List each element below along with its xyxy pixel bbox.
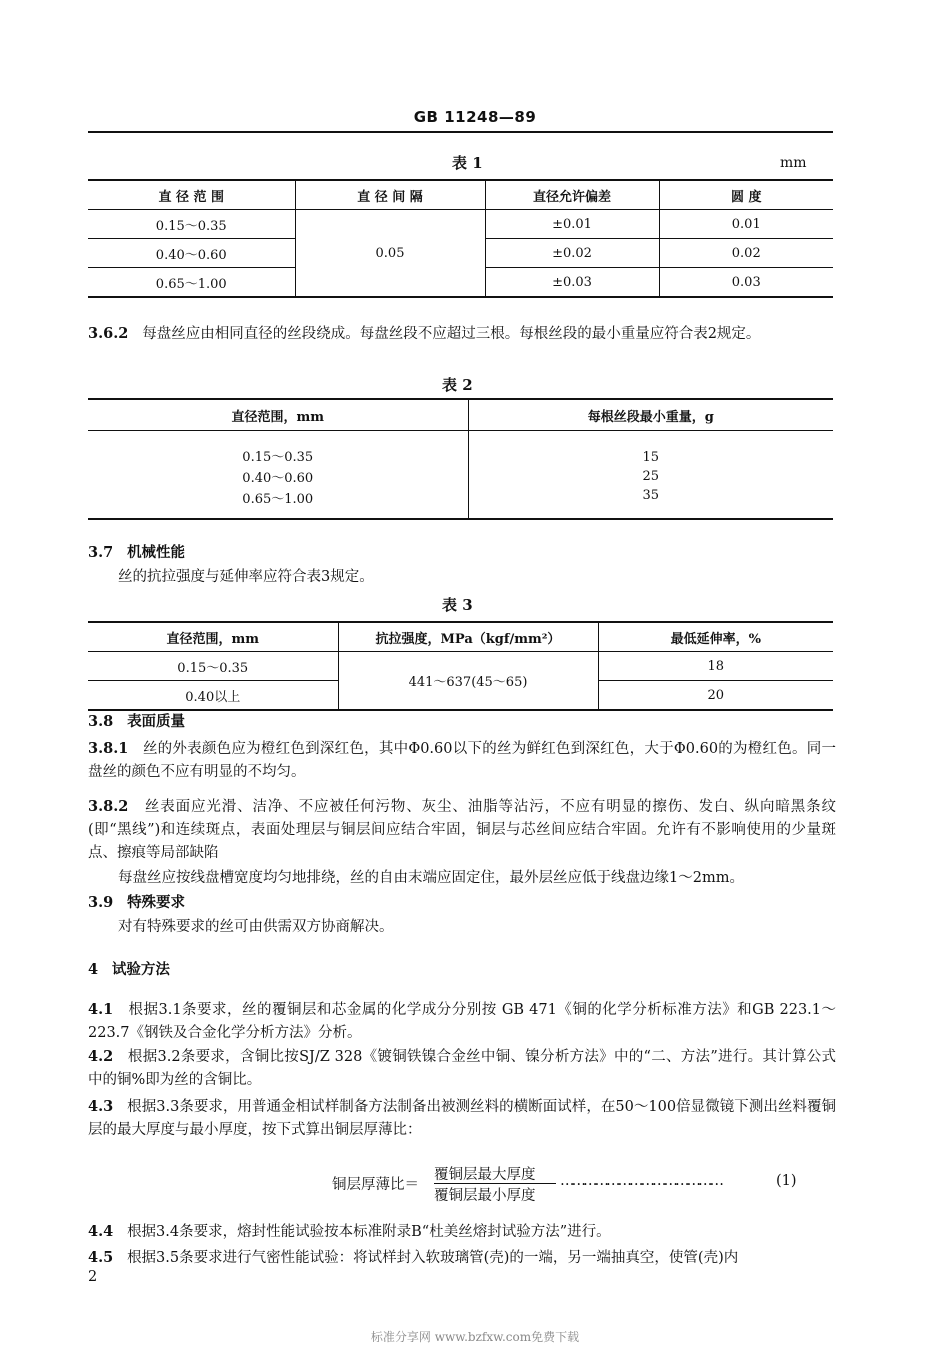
table2-cell: 0.65～1.00 <box>88 488 468 519</box>
section-number: 4 <box>88 961 99 978</box>
table1-header: 直 径 范 围 <box>88 180 295 210</box>
formula-dots: …………………………………… <box>560 1173 721 1189</box>
table3-caption: 表 3 <box>442 596 473 614</box>
table1-interval-cell: 0.05 <box>295 210 485 298</box>
table2-caption: 表 2 <box>442 376 473 394</box>
table3-cell: 0.15～0.35 <box>88 652 338 681</box>
table1-cell: 0.01 <box>659 210 833 239</box>
section-number: 4.4 <box>88 1223 114 1240</box>
section-number: 3.8.2 <box>88 798 129 815</box>
table3-cell: 20 <box>598 681 833 711</box>
section-text: 丝的外表颜色应为橙红色到深红色，其中Φ0.60以下的丝为鲜红色到深红色，大于Φ0.60的为橙红色。同一盘丝的颜色不应有明显的不均匀。 <box>88 741 837 780</box>
formula-denominator: 覆铜层最小厚度 <box>434 1188 536 1204</box>
section-number: 4.2 <box>88 1048 114 1065</box>
table2-cell: 0.40～0.60 <box>88 465 468 488</box>
table1-header: 直 径 间 隔 <box>295 180 485 210</box>
table3-strength-cell: 441～637(45～65) <box>338 652 598 711</box>
section-3-6-2 <box>88 322 836 346</box>
footer-watermark: 标准分享网 www.bzfxw.com免费下载 <box>370 1330 580 1344</box>
table3-cell: 0.40以上 <box>88 681 338 711</box>
section-3-8-2 <box>88 795 836 865</box>
table1 <box>88 179 833 298</box>
table1-cell: 0.03 <box>659 268 833 298</box>
section-title: 机械性能 <box>127 544 186 561</box>
table2 <box>88 398 833 520</box>
table2-cell: 15 <box>468 431 833 466</box>
table-row <box>88 210 833 239</box>
table2-cell: 35 <box>468 488 833 519</box>
section-number: 3.6.2 <box>88 325 129 342</box>
table1-cell: ±0.03 <box>485 268 659 298</box>
section-number: 3.8 <box>88 713 114 730</box>
table1-header: 圆 度 <box>659 180 833 210</box>
section-3-8-2-text2: 每盘丝应按线盘槽宽度均匀地排绕，丝的自由末端应固定住，最外层丝应低于线盘边缘1～2mm。 <box>118 870 744 886</box>
section-4-1 <box>88 998 836 1045</box>
table1-cell: 0.02 <box>659 239 833 268</box>
section-number: 4.1 <box>88 1001 114 1018</box>
standard-header: GB 11248—89 <box>413 108 537 126</box>
section-number: 4.5 <box>88 1249 114 1266</box>
section-text: 根据3.1条要求，丝的覆铜层和芯金属的化学成分分别按 GB 471《铜的化学分析标准方法》和GB 223.1～223.7《钢铁及合金化学分析方法》分析。 <box>88 1002 836 1041</box>
table1-cell: 0.65～1.00 <box>88 268 295 298</box>
section-number: 4.3 <box>88 1098 114 1115</box>
table-row <box>88 465 833 488</box>
section-3-8-1 <box>88 737 836 784</box>
table1-unit: mm <box>780 155 807 171</box>
section-text: 丝表面应光滑、洁净、不应被任何污物、灰尘、油脂等沾污，不应有明显的擦伤、发白、纵向暗黑条纹(即“黑线”)和连续斑点，表面处理层与铜层间应结合牢固，铜层与芯丝间应结合牢固。允许有不影响使用的少量斑点、擦痕等局部缺陷 <box>88 799 837 861</box>
page-number: 2 <box>88 1269 98 1285</box>
section-4-3 <box>88 1095 836 1142</box>
table-row <box>88 431 833 466</box>
section-4-2 <box>88 1045 836 1092</box>
section-number: 3.9 <box>88 894 114 911</box>
section-3-7-heading <box>88 541 185 565</box>
section-number: 3.8.1 <box>88 740 129 757</box>
section-text: 根据3.5条要求进行气密性能试验：将试样封入软玻璃管(壳)的一端，另一端抽真空，使管(壳)内 <box>127 1250 739 1266</box>
section-text: 根据3.3条要求，用普通金相试样制备方法制备出被测丝料的横断面试样，在50～100倍显微镜下测出丝料覆铜层的最大厚度与最小厚度，按下式算出铜层厚薄比： <box>88 1099 836 1138</box>
table3 <box>88 621 833 711</box>
table3-header: 直径范围，mm <box>88 622 338 652</box>
table2-cell: 25 <box>468 465 833 488</box>
table1-caption: 表 1 <box>452 154 483 172</box>
section-3-7-text: 丝的抗拉强度与延伸率应符合表3规定。 <box>118 569 374 585</box>
section-3-8-heading <box>88 710 185 734</box>
table3-cell: 18 <box>598 652 833 681</box>
section-4-4 <box>88 1220 836 1244</box>
section-4-5 <box>88 1246 836 1270</box>
table1-header: 直径允许偏差 <box>485 180 659 210</box>
formula-lhs: 铜层厚薄比＝ <box>332 1177 419 1193</box>
table-row <box>88 488 833 519</box>
section-3-9-heading <box>88 891 185 915</box>
table1-cell: 0.40～0.60 <box>88 239 295 268</box>
section-title: 表面质量 <box>127 713 186 730</box>
table1-cell: 0.15～0.35 <box>88 210 295 239</box>
section-4-heading <box>88 958 170 982</box>
table1-cell: ±0.01 <box>485 210 659 239</box>
table1-cell: ±0.02 <box>485 239 659 268</box>
table-row <box>88 652 833 681</box>
table3-header: 最低延伸率，% <box>598 622 833 652</box>
header-rule <box>88 131 833 133</box>
section-text: 每盘丝应由相同直径的丝段绕成。每盘丝段不应超过三根。每根丝段的最小重量应符合表2规定。 <box>142 326 761 342</box>
table3-header: 抗拉强度，MPa（kgf/mm²） <box>338 622 598 652</box>
formula-numerator: 覆铜层最大厚度 <box>434 1167 536 1183</box>
table2-header: 每根丝段最小重量，g <box>468 399 833 431</box>
formula-label: (1) <box>776 1173 797 1189</box>
table2-cell: 0.15～0.35 <box>88 431 468 466</box>
section-3-9-text: 对有特殊要求的丝可由供需双方协商解决。 <box>118 919 394 935</box>
section-number: 3.7 <box>88 544 114 561</box>
section-text: 根据3.2条要求，含铜比按SJ/Z 328《镀铜铁镍合金丝中铜、镍分析方法》中的“二、方法”进行。其计算公式中的铜%即为丝的含铜比。 <box>88 1049 837 1088</box>
section-title: 特殊要求 <box>127 894 186 911</box>
table2-header: 直径范围，mm <box>88 399 468 431</box>
section-text: 根据3.4条要求，熔封性能试验按本标准附录B“杜美丝熔封试验方法”进行。 <box>127 1224 611 1240</box>
section-title: 试验方法 <box>111 961 170 978</box>
